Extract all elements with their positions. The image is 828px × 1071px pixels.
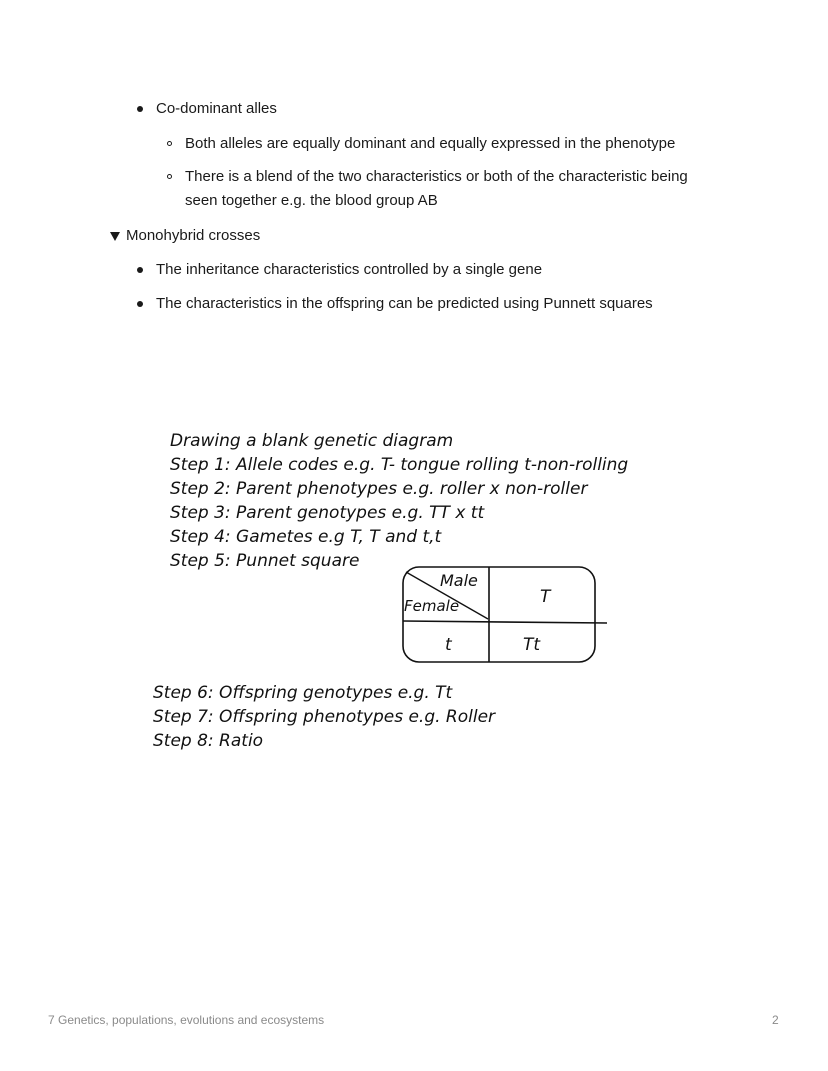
handwritten-step3: Step 3: Parent genotypes e.g. TT x tt	[170, 503, 485, 523]
handwritten-title: Drawing a blank genetic diagram	[170, 431, 454, 451]
punnett-col-header: T	[540, 587, 551, 607]
monohybrid-item1: The inheritance characteristics controlled by a single gene	[156, 261, 543, 278]
monohybrid-toggle[interactable]: Monohybrid crosses	[126, 227, 261, 244]
codominant-sub1: Both alleles are equally dominant and equally expressed in the phenotype	[185, 135, 676, 152]
circle-bullet-icon	[167, 141, 172, 146]
punnett-grid	[402, 566, 612, 666]
bullet-icon	[137, 301, 143, 307]
handwritten-step6: Step 6: Offspring genotypes e.g. Tt	[153, 683, 453, 703]
punnett-square	[402, 566, 596, 663]
punnett-male-label: Male	[440, 571, 478, 590]
monohybrid-item2: The characteristics in the offspring can be predicted using Punnett squares	[156, 295, 653, 312]
page-number: 2	[772, 1013, 779, 1027]
bullet-icon	[137, 267, 143, 273]
circle-bullet-icon	[167, 174, 172, 179]
punnett-cell: Tt	[523, 635, 541, 655]
punnett-female-label: Female	[404, 597, 460, 615]
toggle-triangle-icon[interactable]	[110, 232, 120, 241]
codominant-sub2-line1: There is a blend of the two characteristics or both of the characteristic being	[185, 168, 688, 185]
punnett-row-header: t	[445, 635, 452, 655]
codominant-heading: Co-dominant alles	[156, 100, 277, 117]
handwritten-step4: Step 4: Gametes e.g T, T and t,t	[170, 527, 442, 547]
handwritten-step8: Step 8: Ratio	[153, 731, 264, 751]
footer-title: 7 Genetics, populations, evolutions and ecosystems	[48, 1013, 325, 1027]
handwritten-step7: Step 7: Offspring phenotypes e.g. Roller	[153, 707, 496, 727]
handwritten-step1: Step 1: Allele codes e.g. T- tongue rolling t-non-rolling	[170, 455, 629, 475]
bullet-icon	[137, 106, 143, 112]
handwritten-step5: Step 5: Punnet square	[170, 551, 360, 571]
handwritten-step2: Step 2: Parent phenotypes e.g. roller x non-roller	[170, 479, 588, 499]
codominant-sub2-line2: seen together e.g. the blood group AB	[185, 192, 438, 209]
